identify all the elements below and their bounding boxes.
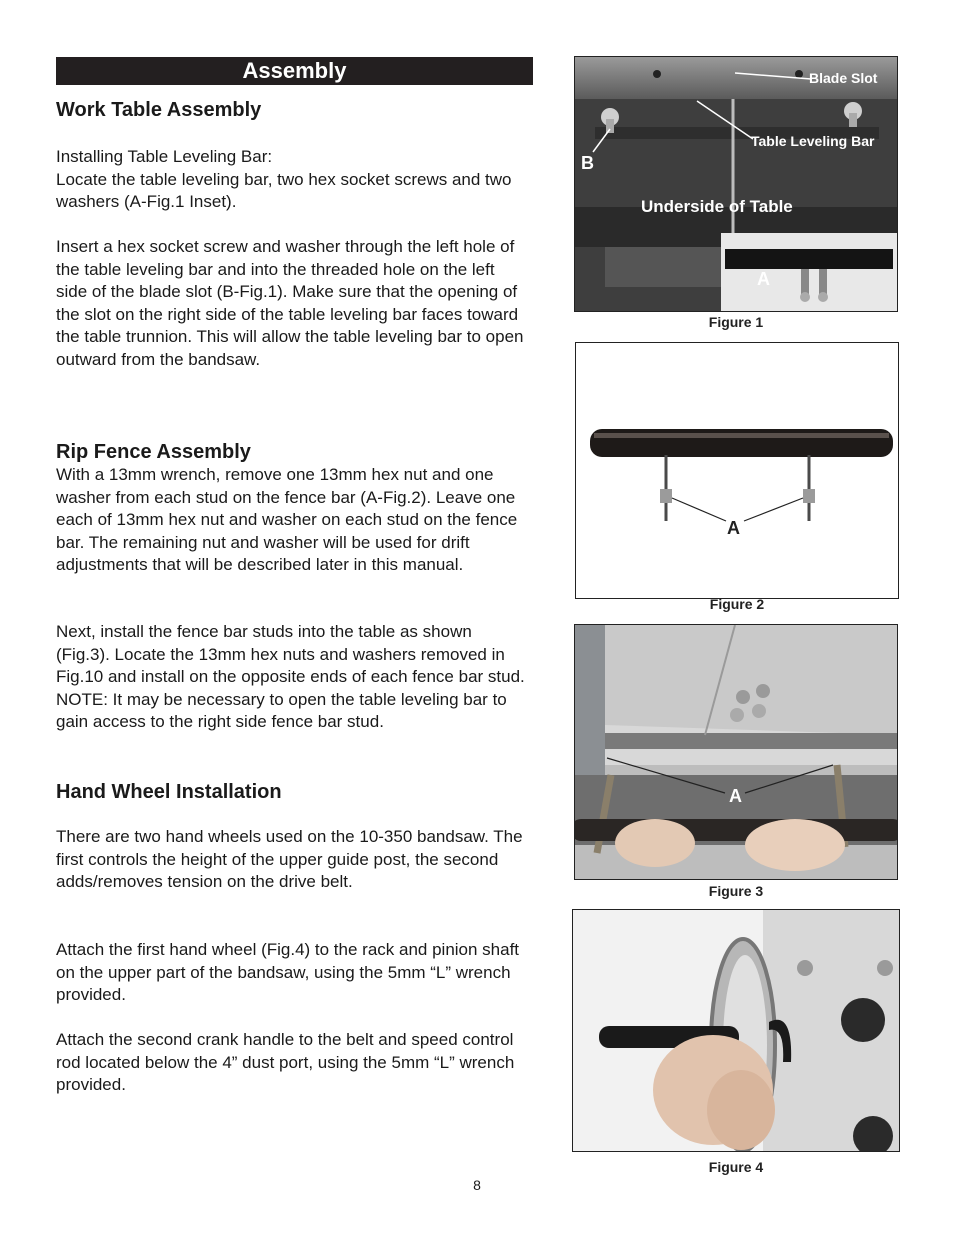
hand-wheel-p1: There are two hand wheels used on the 10-350 bandsaw. The first controls the height of the upper guide post, the second adds/removes tension on the drive belt. bbox=[56, 827, 523, 891]
rip-fence-p1: With a 13mm wrench, remove one 13mm hex nut and one washer from each stud on the fence bar (A-Fig.2). Leave one each of 13mm hex nut and washer on each stud on the fence bar. The remaining nut and washer will be used for drift adjustments that will be described later in this manual. bbox=[56, 465, 518, 574]
figure-2-photo bbox=[575, 342, 899, 599]
hand-wheel-p2-block bbox=[56, 939, 528, 1007]
hand-wheel-p3: Attach the second crank handle to the belt and speed control rod located below the 4” dust port, using the 5mm “L” wrench provided. bbox=[56, 1030, 515, 1094]
figure-3-photo bbox=[574, 624, 898, 880]
label-b: B bbox=[581, 153, 594, 173]
work-table-p2-block bbox=[56, 236, 528, 371]
figure-4-illustration bbox=[573, 910, 900, 1152]
label-table-leveling-bar: Table Leveling Bar bbox=[751, 133, 875, 149]
label-a: A bbox=[729, 786, 742, 806]
rip-fence-p2-block bbox=[56, 621, 528, 734]
work-table-p1-line2: Locate the table leveling bar, two hex socket screws and two washers (A-Fig.1 Inset). bbox=[56, 169, 512, 211]
figure-3-illustration bbox=[575, 625, 898, 880]
work-table-heading: Work Table Assembly bbox=[56, 99, 262, 121]
work-table-p1-line1: Installing Table Leveling Bar: bbox=[56, 147, 273, 166]
rip-fence-p2: Next, install the fence bar studs into the table as shown (Fig.3). Locate the 13mm hex nuts and washers removed in Fig.10 and install on the opposite ends of each fence bar stud. NOTE: It may be necessary to open the table leveling bar to gain access to the right side fence bar stud. bbox=[56, 622, 525, 731]
figure-1-caption: Figure 1 bbox=[708, 314, 764, 330]
hand-wheel-p3-block bbox=[56, 1029, 528, 1097]
figure-2-caption: Figure 2 bbox=[709, 596, 765, 612]
figure-3-caption: Figure 3 bbox=[708, 883, 764, 899]
hand-wheel-section bbox=[56, 780, 528, 804]
label-a: A bbox=[727, 518, 740, 538]
rip-fence-section bbox=[56, 440, 528, 577]
label-underside-of-table: Underside of Table bbox=[641, 197, 793, 216]
figure-1-illustration bbox=[575, 57, 898, 312]
hand-wheel-p2: Attach the first hand wheel (Fig.4) to the rack and pinion shaft on the upper part of the bandsaw, using the 5mm “L” wrench provided. bbox=[56, 940, 520, 1004]
work-table-p2: Insert a hex socket screw and washer through the left hole of the table leveling bar and into the threaded hole on the left side of the blade slot (B-Fig.1). Make sure that the opening of the slot on the right side of the table leveling bar faces toward the table trunnion. This will allow the table leveling bar to open outward from the bandsaw. bbox=[56, 237, 524, 369]
work-table-section bbox=[56, 98, 528, 122]
rip-fence-heading: Rip Fence Assembly bbox=[56, 441, 251, 463]
figure-4-photo bbox=[572, 909, 900, 1152]
work-table-body bbox=[56, 146, 528, 214]
hand-wheel-heading: Hand Wheel Installation bbox=[56, 781, 282, 803]
label-blade-slot: Blade Slot bbox=[809, 70, 878, 86]
hand-wheel-p1-block bbox=[56, 826, 528, 894]
figure-4-caption: Figure 4 bbox=[708, 1159, 764, 1175]
figure-1-photo bbox=[574, 56, 898, 312]
page-number: 8 bbox=[473, 1177, 481, 1193]
section-banner: Assembly bbox=[56, 57, 533, 85]
label-a: A bbox=[757, 269, 770, 289]
figure-2-illustration bbox=[576, 343, 899, 599]
